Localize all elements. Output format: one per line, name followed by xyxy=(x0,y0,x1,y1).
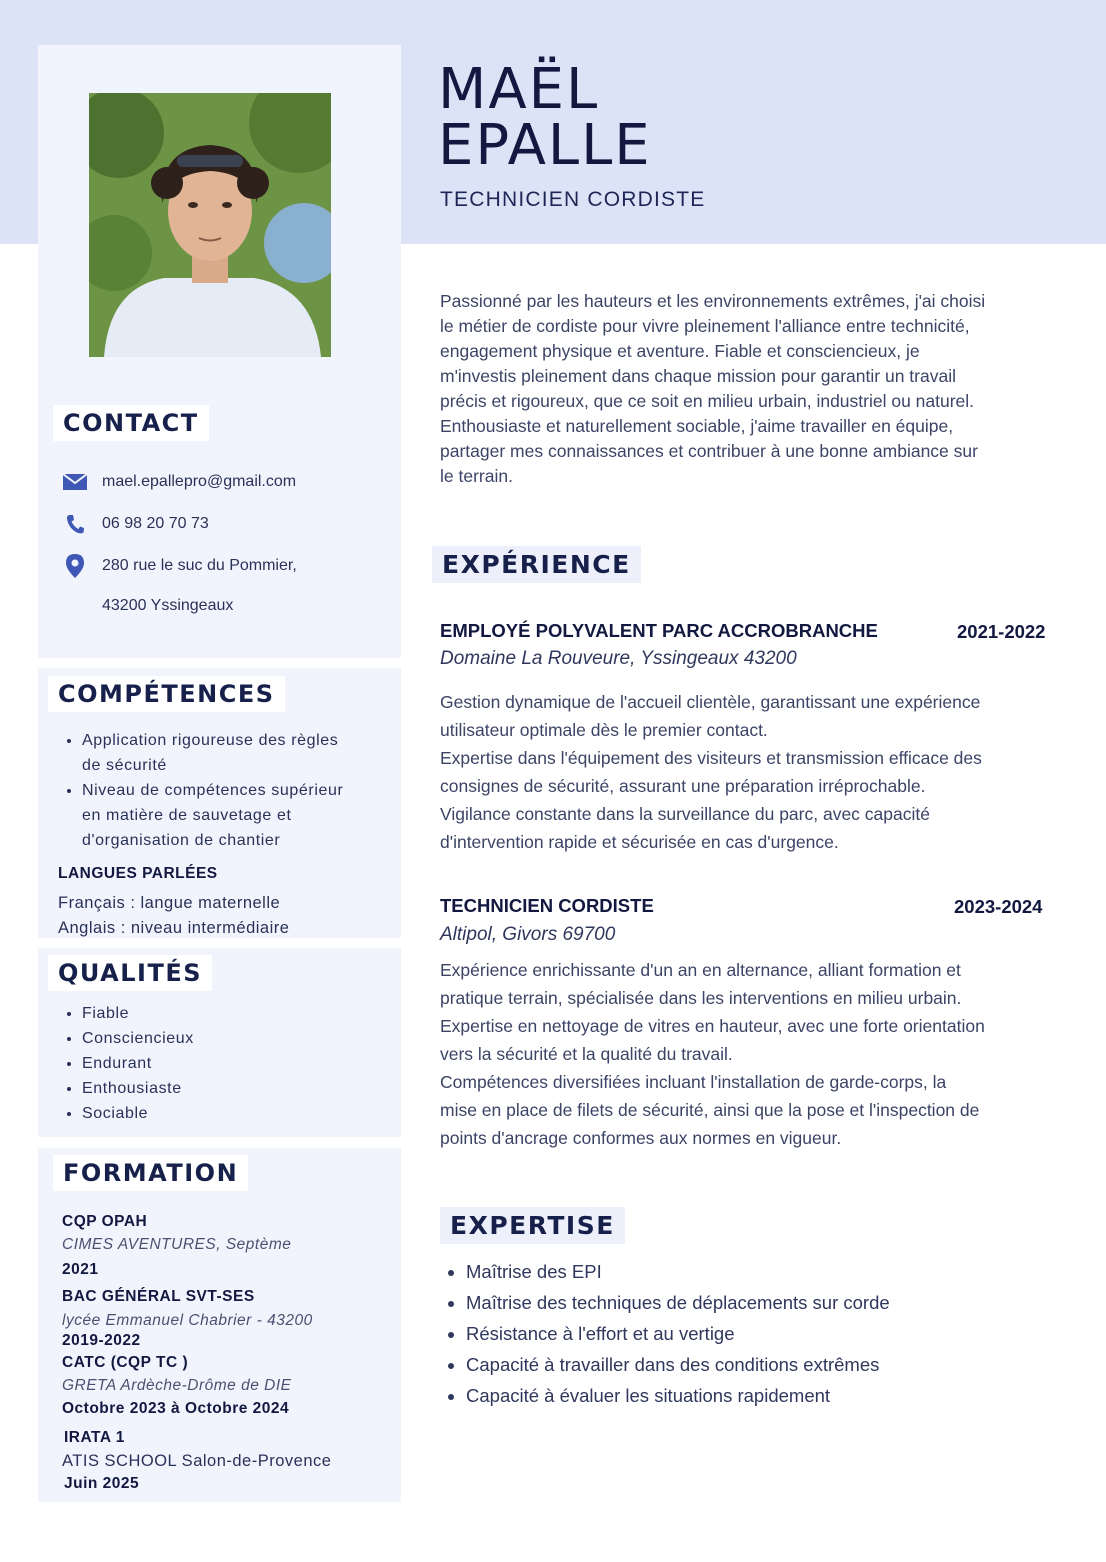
skill-line: • Niveau de compétences supérieur xyxy=(82,782,344,799)
contact-heading: CONTACT xyxy=(53,405,209,441)
formation-heading: FORMATION xyxy=(53,1155,248,1191)
skill-line: en matière de sauvetage et xyxy=(82,807,292,824)
phone-icon xyxy=(62,513,88,535)
job-line: Expertise en nettoyage de vitres en hauteur, avec une forte orientation xyxy=(440,1016,985,1036)
formation-date: 2019-2022 xyxy=(62,1332,141,1349)
profile-summary xyxy=(440,289,1060,489)
location-pin-icon xyxy=(62,555,88,577)
job-line: mise en place de filets de sécurité, ainsi que la pose et l'inspection de xyxy=(440,1100,980,1120)
formation-title: IRATA 1 xyxy=(64,1429,125,1446)
job-description xyxy=(440,956,1080,1152)
skills-list xyxy=(40,728,422,853)
skill-line: • Application rigoureuse des règles xyxy=(82,732,339,749)
list-item xyxy=(82,728,422,778)
formation-date: Octobre 2023 à Octobre 2024 xyxy=(62,1400,290,1417)
job-title: TECHNICIEN CORDISTE xyxy=(440,895,654,916)
job-line: Expérience enrichissante d'un an en alternance, alliant formation et xyxy=(440,960,961,980)
list-item: • Enthousiaste xyxy=(82,1076,382,1101)
list-item: • Capacité à travailler dans des conditions extrêmes xyxy=(466,1349,1086,1380)
job-years: 2023-2024 xyxy=(954,896,1043,917)
summary-line: le terrain. xyxy=(440,466,513,486)
address-line-2: 43200 Yssingeaux xyxy=(102,597,234,614)
job-company: Altipol, Givors 69700 xyxy=(440,924,616,945)
contact-address xyxy=(62,555,297,577)
formation-school: ATIS SCHOOL Salon-de-Provence xyxy=(62,1452,332,1470)
expertise-heading: EXPERTISE xyxy=(440,1207,625,1244)
list-item: • Fiable xyxy=(82,1001,382,1026)
summary-line: partager mes connaissances et contribuer à une bonne ambiance sur xyxy=(440,441,978,461)
contact-address-2 xyxy=(102,597,233,615)
job-company: Domaine La Rouveure, Yssingeaux 43200 xyxy=(440,648,797,669)
summary-line: Passionné par les hauteurs et les environnements extrêmes, j'ai choisi xyxy=(440,291,986,311)
skill-line: de sécurité xyxy=(82,757,167,774)
job-line: vers la sécurité et la qualité du travail. xyxy=(440,1044,733,1064)
email-text: mael.epallepro@gmail.com xyxy=(102,473,297,490)
job-line: consignes de sécurité, assurant une préparation irréprochable. xyxy=(440,776,926,796)
list-item xyxy=(82,778,422,853)
experience-heading: EXPÉRIENCE xyxy=(432,546,641,583)
formation-school: lycée Emmanuel Chabrier - 43200 xyxy=(62,1312,313,1329)
list-item: • Capacité à évaluer les situations rapidement xyxy=(466,1380,1086,1411)
profile-photo xyxy=(89,93,331,357)
formation-date: 2021 xyxy=(62,1261,99,1278)
formation-date: Juin 2025 xyxy=(64,1475,140,1492)
job-line: pratique terrain, spécialisée dans les interventions en milieu urbain. xyxy=(440,988,962,1008)
skills-heading: COMPÉTENCES xyxy=(48,676,285,712)
list-item: • Maîtrise des EPI xyxy=(466,1256,1086,1287)
language-item: Français : langue maternelle xyxy=(58,894,281,912)
summary-line: m'investis pleinement dans chaque mission pour garantir un travail xyxy=(440,366,956,386)
list-item: • Sociable xyxy=(82,1101,382,1126)
job-line: utilisateur optimale dès le premier contact. xyxy=(440,720,768,740)
summary-line: le métier de cordiste pour vivre pleinement l'alliance entre technicité, xyxy=(440,316,970,336)
qualities-list xyxy=(40,1001,382,1126)
formation-school: GRETA Ardèche-Drôme de DIE xyxy=(62,1377,292,1394)
summary-line: engagement physique et aventure. Fiable et consciencieux, je xyxy=(440,341,920,361)
job-line: Vigilance constante dans la surveillance du parc, avec capacité xyxy=(440,804,930,824)
list-item: • Maîtrise des techniques de déplacements sur corde xyxy=(466,1287,1086,1318)
formation-title: BAC GÉNÉRAL SVT-SES xyxy=(62,1288,255,1305)
job-title: EMPLOYÉ POLYVALENT PARC ACCROBRANCHE xyxy=(440,620,878,641)
job-years: 2021-2022 xyxy=(957,621,1046,642)
full-name xyxy=(438,57,652,178)
portrait-illustration xyxy=(89,93,331,357)
list-item: • Résistance à l'effort et au vertige xyxy=(466,1318,1086,1349)
qualities-heading: QUALITÉS xyxy=(48,955,212,991)
contact-email[interactable] xyxy=(62,471,296,493)
job-line: Expertise dans l'équipement des visiteurs et transmission efficace des xyxy=(440,748,982,768)
list-item: • Endurant xyxy=(82,1051,382,1076)
job-description xyxy=(440,688,1070,856)
job-title: TECHNICIEN CORDISTE xyxy=(440,188,706,211)
summary-line: précis et rigoureux, que ce soit en milieu urbain, industriel ou naturel. xyxy=(440,391,975,411)
last-name: EPALLE xyxy=(438,113,652,178)
summary-line: Enthousiaste et naturellement sociable, j'aime travailler en équipe, xyxy=(440,416,954,436)
skill-line: d'organisation de chantier xyxy=(82,832,281,849)
contact-phone[interactable] xyxy=(62,513,209,535)
job-line: d'intervention rapide et sécurisée en cas d'urgence. xyxy=(440,832,839,852)
expertise-list xyxy=(440,1256,1086,1411)
address-line-1: 280 rue le suc du Pommier, xyxy=(102,557,297,574)
list-item: • Consciencieux xyxy=(82,1026,382,1051)
phone-text: 06 98 20 70 73 xyxy=(102,515,209,532)
envelope-icon xyxy=(62,471,88,493)
first-name: MAËL xyxy=(438,57,600,122)
formation-title: CQP OPAH xyxy=(62,1213,148,1230)
job-line: points d'ancrage conformes aux normes en vigueur. xyxy=(440,1128,842,1148)
formation-title: CATC (CQP TC ) xyxy=(62,1354,189,1371)
job-line: Gestion dynamique de l'accueil clientèle, garantissant une expérience xyxy=(440,692,981,712)
languages-heading: LANGUES PARLÉES xyxy=(58,865,218,882)
formation-school: CIMES AVENTURES, Septème xyxy=(62,1236,292,1253)
language-item: Anglais : niveau intermédiaire xyxy=(58,919,290,937)
job-line: Compétences diversifiées incluant l'installation de garde-corps, la xyxy=(440,1072,947,1092)
